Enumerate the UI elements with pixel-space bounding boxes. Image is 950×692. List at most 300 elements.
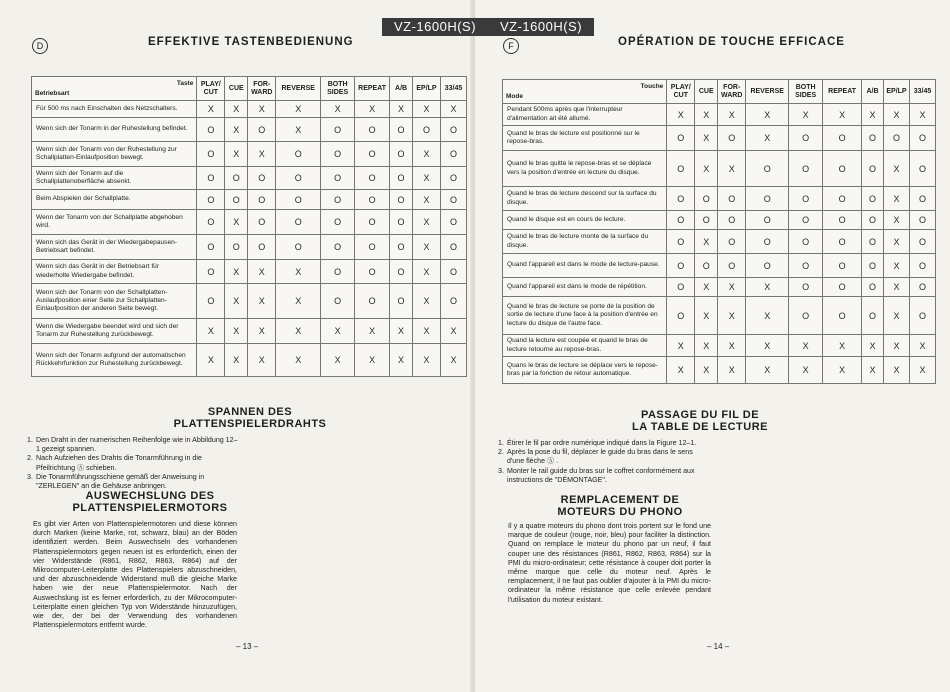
enabled-mark: O <box>667 211 695 230</box>
enabled-mark: O <box>789 254 823 278</box>
list-item <box>27 454 238 472</box>
disabled-mark: X <box>884 254 910 278</box>
enabled-mark: O <box>667 151 695 187</box>
enabled-mark: O <box>321 167 355 190</box>
enabled-mark: O <box>197 142 225 167</box>
disabled-mark: X <box>413 319 441 344</box>
section-title-line: PLATTENSPIELERDRAHTS <box>173 418 327 430</box>
table-row <box>503 357 936 384</box>
enabled-mark: O <box>746 254 789 278</box>
section-title-line: MOTEURS DU PHONO <box>557 506 683 518</box>
disabled-mark: X <box>413 101 441 118</box>
section-title-line: LA TABLE DE LECTURE <box>632 421 768 433</box>
table-row <box>32 142 467 167</box>
enabled-mark: O <box>909 151 935 187</box>
disabled-mark: X <box>718 151 746 187</box>
enabled-mark: O <box>321 118 355 142</box>
enabled-mark: O <box>248 190 276 210</box>
enabled-mark: O <box>355 118 390 142</box>
mode-axis-label: Betriebsart <box>35 89 70 97</box>
disabled-mark: X <box>884 151 910 187</box>
disabled-mark: X <box>390 344 413 377</box>
mode-description: Wenn sich das Gerät in der Wiedergabepausen-Betriebsart befindet. <box>32 235 197 260</box>
enabled-mark: O <box>746 230 789 254</box>
enabled-mark: O <box>789 278 823 297</box>
column-header: BOTH SIDES <box>789 80 823 104</box>
disabled-mark: X <box>667 335 695 357</box>
table-row <box>503 230 936 254</box>
enabled-mark: O <box>789 151 823 187</box>
enabled-mark: O <box>667 254 695 278</box>
disabled-mark: X <box>746 297 789 335</box>
disabled-mark: X <box>695 104 718 126</box>
disabled-mark: X <box>225 101 248 118</box>
disabled-mark: X <box>225 284 248 319</box>
enabled-mark: O <box>321 284 355 319</box>
disabled-mark: X <box>667 357 695 384</box>
section-title <box>495 409 905 433</box>
enabled-mark: O <box>197 190 225 210</box>
column-header: 33/45 <box>440 77 466 101</box>
enabled-mark: O <box>197 284 225 319</box>
column-header: A/B <box>390 77 413 101</box>
enabled-mark: O <box>440 260 466 284</box>
disabled-mark: X <box>413 344 441 377</box>
disabled-mark: X <box>355 344 390 377</box>
enabled-mark: O <box>355 284 390 319</box>
table-row <box>32 235 467 260</box>
column-header: REVERSE <box>276 77 321 101</box>
enabled-mark: O <box>248 235 276 260</box>
table-row <box>32 190 467 210</box>
column-header: A/B <box>862 80 884 104</box>
enabled-mark: O <box>909 211 935 230</box>
section-title-line: PASSAGE DU FIL DE <box>640 409 760 421</box>
mode-description: Wenn sich der Tonarm in der Ruhestellung befindet. <box>32 118 197 142</box>
mode-description: Quand le bras de lecture se porte de la position de sortie de lecture d'une face à la position d'entrée en lecture du disque de l'autre face. <box>503 297 667 335</box>
disabled-mark: X <box>862 335 884 357</box>
step-number: 3. <box>498 466 504 475</box>
enabled-mark: O <box>746 187 789 211</box>
mode-description: Quand l'appareil est dans le mode de répétition. <box>503 278 667 297</box>
mode-description: Quand le bras de lecture est positionné sur le repose-bras. <box>503 126 667 151</box>
disabled-mark: X <box>355 101 390 118</box>
disabled-mark: X <box>225 142 248 167</box>
disabled-mark: X <box>884 230 910 254</box>
mode-description: Wenn die Wiedergabe beendet wird und sich der Tonarm zur Ruhestellung zurückbewegt. <box>32 319 197 344</box>
step-text: Après la pose du fil, déplacer le guide du bras dans le sens d'une flèche Ⓐ . <box>507 448 693 466</box>
section-title <box>505 494 735 518</box>
table-row <box>503 187 936 211</box>
enabled-mark: O <box>823 297 862 335</box>
mode-description: Für 500 ms nach Einschalten des Netzschalters. <box>32 101 197 118</box>
enabled-mark: O <box>276 142 321 167</box>
table-row <box>32 210 467 235</box>
enabled-mark: O <box>355 210 390 235</box>
enabled-mark: O <box>248 210 276 235</box>
disabled-mark: X <box>225 210 248 235</box>
table-row <box>503 335 936 357</box>
table-row <box>32 118 467 142</box>
enabled-mark: O <box>823 278 862 297</box>
disabled-mark: X <box>695 357 718 384</box>
table-header-row <box>32 77 467 101</box>
disabled-mark: X <box>718 104 746 126</box>
disabled-mark: X <box>823 357 862 384</box>
enabled-mark: O <box>909 254 935 278</box>
disabled-mark: X <box>440 344 466 377</box>
mode-description: Wenn sich der Tonarm von der Schallplatten-Auslaufposition einer Seite zur Schallplatten-Einlaufposition der anderen Seite bewegt. <box>32 284 197 319</box>
enabled-mark: O <box>276 167 321 190</box>
enabled-mark: O <box>225 190 248 210</box>
disabled-mark: X <box>413 284 441 319</box>
disabled-mark: X <box>413 235 441 260</box>
enabled-mark: O <box>197 118 225 142</box>
disabled-mark: X <box>884 211 910 230</box>
enabled-mark: O <box>718 230 746 254</box>
enabled-mark: O <box>390 210 413 235</box>
disabled-mark: X <box>789 357 823 384</box>
step-text: Den Draht in der numerischen Reihenfolge wie in Abbildung 12–1 gezeigt spannen. <box>36 436 238 454</box>
table-row <box>32 260 467 284</box>
disabled-mark: X <box>248 344 276 377</box>
step-text: Monter le rail guide du bras sur le coffret conformément aux instructions de "DÉMONTAGE". <box>507 466 695 484</box>
disabled-mark: X <box>789 335 823 357</box>
enabled-mark: O <box>718 211 746 230</box>
list-item <box>498 467 708 485</box>
disabled-mark: X <box>390 101 413 118</box>
disabled-mark: X <box>225 319 248 344</box>
list-item <box>27 473 238 491</box>
mode-description: Quand le bras de lecture monte de la surface du disque. <box>503 230 667 254</box>
disabled-mark: X <box>718 357 746 384</box>
enabled-mark: O <box>390 235 413 260</box>
enabled-mark: O <box>695 187 718 211</box>
disabled-mark: X <box>884 278 910 297</box>
mode-axis-label: Mode <box>506 92 523 100</box>
disabled-mark: X <box>718 278 746 297</box>
mode-description: Quans le bras de lecture se déplace vers le repose-bras par la fonction de retour automatique. <box>503 357 667 384</box>
column-header: BOTH SIDES <box>321 77 355 101</box>
column-header: EP/LP <box>413 77 441 101</box>
disabled-mark: X <box>197 344 225 377</box>
enabled-mark: O <box>789 297 823 335</box>
disabled-mark: X <box>695 230 718 254</box>
enabled-mark: O <box>909 230 935 254</box>
enabled-mark: O <box>695 211 718 230</box>
enabled-mark: O <box>355 260 390 284</box>
section-title-line: REMPLACEMENT DE <box>560 494 680 506</box>
table-row <box>32 101 467 118</box>
column-header: PLAY/ CUT <box>197 77 225 101</box>
enabled-mark: O <box>718 187 746 211</box>
enabled-mark: O <box>197 260 225 284</box>
enabled-mark: O <box>440 142 466 167</box>
disabled-mark: X <box>862 104 884 126</box>
mode-description: Quand le bras de lecture descend sur la surface du disque. <box>503 187 667 211</box>
step-number: 2. <box>27 454 33 463</box>
disabled-mark: X <box>746 357 789 384</box>
enabled-mark: O <box>440 190 466 210</box>
mode-description: Beim Abspielen der Schallplatte. <box>32 190 197 210</box>
disabled-mark: X <box>276 344 321 377</box>
list-item <box>498 439 708 448</box>
disabled-mark: X <box>248 101 276 118</box>
mode-description: Wenn der Tonarm von der Schallplatte abgehoben wird. <box>32 210 197 235</box>
enabled-mark: O <box>276 210 321 235</box>
disabled-mark: X <box>413 167 441 190</box>
disabled-mark: X <box>746 126 789 151</box>
enabled-mark: O <box>440 235 466 260</box>
mode-description: Wenn sich der Tonarm von der Ruhestellung zur Schallplatten-Einlaufposition bewegt. <box>32 142 197 167</box>
page-title: EFFEKTIVE TASTENBEDIENUNG <box>148 36 354 48</box>
enabled-mark: O <box>909 278 935 297</box>
column-header: EP/LP <box>884 80 910 104</box>
enabled-mark: O <box>390 260 413 284</box>
enabled-mark: O <box>197 167 225 190</box>
disabled-mark: X <box>789 104 823 126</box>
list-item <box>27 436 238 454</box>
disabled-mark: X <box>276 101 321 118</box>
table-row <box>32 319 467 344</box>
disabled-mark: X <box>909 335 935 357</box>
enabled-mark: O <box>862 230 884 254</box>
enabled-mark: O <box>667 230 695 254</box>
disabled-mark: X <box>413 142 441 167</box>
enabled-mark: O <box>321 190 355 210</box>
enabled-mark: O <box>823 126 862 151</box>
enabled-mark: O <box>789 187 823 211</box>
enabled-mark: O <box>862 297 884 335</box>
enabled-mark: O <box>321 142 355 167</box>
disabled-mark: X <box>413 260 441 284</box>
section-title <box>40 490 260 514</box>
column-header: REVERSE <box>746 80 789 104</box>
enabled-mark: O <box>667 126 695 151</box>
page-right <box>475 0 950 692</box>
disabled-mark: X <box>695 297 718 335</box>
mode-description: Pendant 500ms après que l'interrupteur d'alimentation ait été allumé. <box>503 104 667 126</box>
disabled-mark: X <box>440 101 466 118</box>
enabled-mark: O <box>440 284 466 319</box>
enabled-mark: O <box>440 167 466 190</box>
table-corner-cell <box>32 77 197 101</box>
disabled-mark: X <box>695 278 718 297</box>
enabled-mark: O <box>862 187 884 211</box>
enabled-mark: O <box>355 142 390 167</box>
enabled-mark: O <box>390 167 413 190</box>
disabled-mark: X <box>321 344 355 377</box>
enabled-mark: O <box>321 235 355 260</box>
mode-description: Quand le disque est en cours de lecture. <box>503 211 667 230</box>
disabled-mark: X <box>225 260 248 284</box>
key-operation-table <box>502 79 936 384</box>
table-row <box>503 104 936 126</box>
enabled-mark: O <box>355 167 390 190</box>
enabled-mark: O <box>390 190 413 210</box>
section-title <box>40 406 460 430</box>
table-row <box>503 254 936 278</box>
enabled-mark: O <box>746 211 789 230</box>
disabled-mark: X <box>718 297 746 335</box>
column-header: REPEAT <box>355 77 390 101</box>
table-row <box>32 344 467 377</box>
disabled-mark: X <box>884 187 910 211</box>
disabled-mark: X <box>248 284 276 319</box>
disabled-mark: X <box>248 260 276 284</box>
column-header: 33/45 <box>909 80 935 104</box>
page-title: OPÉRATION DE TOUCHE EFFICACE <box>618 36 845 48</box>
enabled-mark: O <box>321 210 355 235</box>
enabled-mark: O <box>667 297 695 335</box>
disabled-mark: X <box>440 319 466 344</box>
enabled-mark: O <box>440 210 466 235</box>
enabled-mark: O <box>390 142 413 167</box>
disabled-mark: X <box>909 357 935 384</box>
disabled-mark: X <box>695 335 718 357</box>
table-row <box>32 284 467 319</box>
enabled-mark: O <box>718 126 746 151</box>
enabled-mark: O <box>862 126 884 151</box>
body-paragraph: Es gibt vier Arten von Plattenspielermotoren und diese können durch Marken (keine Marke, rot, schwarz, blau) an der Böden identifiziert werden. Beim Auswechseln des vorhandenen Plattenspielermotors gegen neuen ist es erforderlich, einen der vier Widerstände (R861, R862, R863, R864) auf der Mikrocomputer-Leiterplatte des Plattenspielers abzuschneiden, und der abzuschneidende Widerstand muß die gleiche Marke haben wie der neue Plattenspielermotor. Nach der Auswechslung ist es ferner erforderlich, zu der Mikrocomputer-Leiterplatte einen gleichen Typ von Widerstände hinzuzufügen, wie der, der bei der Verwendung des vorhandenen Plattenspielermotors entfernt wurde. <box>33 520 237 630</box>
enabled-mark: O <box>440 118 466 142</box>
steps-list <box>498 439 708 485</box>
disabled-mark: X <box>823 104 862 126</box>
section-title-line: AUSWECHSLUNG DES <box>85 490 215 502</box>
disabled-mark: X <box>746 104 789 126</box>
disabled-mark: X <box>746 278 789 297</box>
disabled-mark: X <box>718 335 746 357</box>
enabled-mark: O <box>667 187 695 211</box>
table-corner-cell <box>503 80 667 104</box>
enabled-mark: O <box>667 278 695 297</box>
disabled-mark: X <box>909 104 935 126</box>
disabled-mark: X <box>413 190 441 210</box>
enabled-mark: O <box>390 118 413 142</box>
table-row <box>32 167 467 190</box>
column-header: PLAY/ CUT <box>667 80 695 104</box>
disabled-mark: X <box>321 101 355 118</box>
enabled-mark: O <box>276 235 321 260</box>
enabled-mark: O <box>823 230 862 254</box>
disabled-mark: X <box>390 319 413 344</box>
disabled-mark: X <box>321 319 355 344</box>
enabled-mark: O <box>197 235 225 260</box>
section-title-line: SPANNEN DES <box>207 406 293 418</box>
enabled-mark: O <box>789 211 823 230</box>
enabled-mark: O <box>225 235 248 260</box>
table-row <box>503 211 936 230</box>
disabled-mark: X <box>884 297 910 335</box>
mode-description: Quand le bras quitte le repose-bras et se déplace vers la position d'entrée en lecture du disque. <box>503 151 667 187</box>
step-text: Die Tonarmführungsschiene gemäß der Anweisung in "ZERLEGEN" an die Gehäuse anbringen. <box>36 472 205 491</box>
mode-description: Wenn sich das Gerät in der Betriebsart für wiederholte Wiedergabe befindet. <box>32 260 197 284</box>
enabled-mark: O <box>823 254 862 278</box>
step-number: 1. <box>498 439 504 447</box>
enabled-mark: O <box>789 230 823 254</box>
body-paragraph: Il y a quatre moteurs du phono dont trois portent sur le fond une marque de couleur (rouge, noir, bleu) pour faciliter la distinction. Quand on remplace le moteur du phono par un neuf, il faut couper une des résistances (R861, R862, R863, R864) sur la PMI du micro-ordinateur; cette résistance à couper doit porter la même marque que celle du moteur neuf. Après le remplacement, il ne faut pas oublier d'ajouter à la PMI du micro-ordinateur la même résistance que celle enlevée pendant l'utilisation du moteur existant. <box>508 522 711 604</box>
list-item <box>498 448 708 466</box>
model-label: VZ-1600H(S) <box>499 19 583 34</box>
table-row <box>503 278 936 297</box>
disabled-mark: X <box>248 319 276 344</box>
disabled-mark: X <box>197 101 225 118</box>
column-header: REPEAT <box>823 80 862 104</box>
enabled-mark: O <box>390 284 413 319</box>
enabled-mark: O <box>862 254 884 278</box>
enabled-mark: O <box>789 126 823 151</box>
enabled-mark: O <box>718 254 746 278</box>
steps-list <box>27 436 238 491</box>
column-header: CUE <box>225 77 248 101</box>
disabled-mark: X <box>355 319 390 344</box>
disabled-mark: X <box>276 319 321 344</box>
enabled-mark: O <box>413 118 441 142</box>
column-header: FOR- WARD <box>718 80 746 104</box>
disabled-mark: X <box>884 104 910 126</box>
enabled-mark: O <box>248 118 276 142</box>
key-axis-label: Touche <box>640 83 664 90</box>
enabled-mark: O <box>197 210 225 235</box>
step-text: Étirer le fil par ordre numérique indiqué dans la Figure 12–1. <box>507 439 697 447</box>
key-axis-label: Taste <box>176 80 194 87</box>
enabled-mark: O <box>862 278 884 297</box>
table-row <box>503 297 936 335</box>
key-operation-table <box>31 76 467 377</box>
enabled-mark: O <box>276 190 321 210</box>
language-marker: F <box>503 38 519 54</box>
enabled-mark: O <box>746 151 789 187</box>
language-marker: D <box>32 38 48 54</box>
disabled-mark: X <box>823 335 862 357</box>
enabled-mark: O <box>695 254 718 278</box>
mode-description: Wenn sich der Tonarm aufgrund der automatischen Rückkehrfunktion zur Ruhestellung zurückbewegt. <box>32 344 197 377</box>
enabled-mark: O <box>909 297 935 335</box>
table-row <box>503 151 936 187</box>
model-label: VZ-1600H(S) <box>393 19 477 34</box>
section-title-line: PLATTENSPIELERMOTORS <box>72 502 228 514</box>
mode-description: Wenn sich der Tonarm auf die Schallplattenoberfläche absenkt. <box>32 167 197 190</box>
disabled-mark: X <box>276 284 321 319</box>
disabled-mark: X <box>413 210 441 235</box>
enabled-mark: O <box>248 167 276 190</box>
disabled-mark: X <box>197 319 225 344</box>
enabled-mark: O <box>823 187 862 211</box>
disabled-mark: X <box>884 335 910 357</box>
mode-description: Quand la lecture est coupée et quand le bras de lecture retourne au repose-bras. <box>503 335 667 357</box>
table-row <box>503 126 936 151</box>
enabled-mark: O <box>862 151 884 187</box>
disabled-mark: X <box>667 104 695 126</box>
enabled-mark: O <box>909 187 935 211</box>
disabled-mark: X <box>248 142 276 167</box>
enabled-mark: O <box>355 190 390 210</box>
disabled-mark: X <box>225 118 248 142</box>
disabled-mark: X <box>746 335 789 357</box>
model-banner <box>382 18 594 36</box>
enabled-mark: O <box>823 211 862 230</box>
mode-description: Quand l'appareil est dans le mode de lecture-pause. <box>503 254 667 278</box>
enabled-mark: O <box>225 167 248 190</box>
column-header: FOR- WARD <box>248 77 276 101</box>
disabled-mark: X <box>695 126 718 151</box>
step-number: 3. <box>27 472 33 481</box>
step-number: 1. <box>27 436 33 444</box>
disabled-mark: X <box>225 344 248 377</box>
disabled-mark: X <box>695 151 718 187</box>
page-number: – 14 – <box>707 642 730 651</box>
enabled-mark: O <box>884 126 910 151</box>
